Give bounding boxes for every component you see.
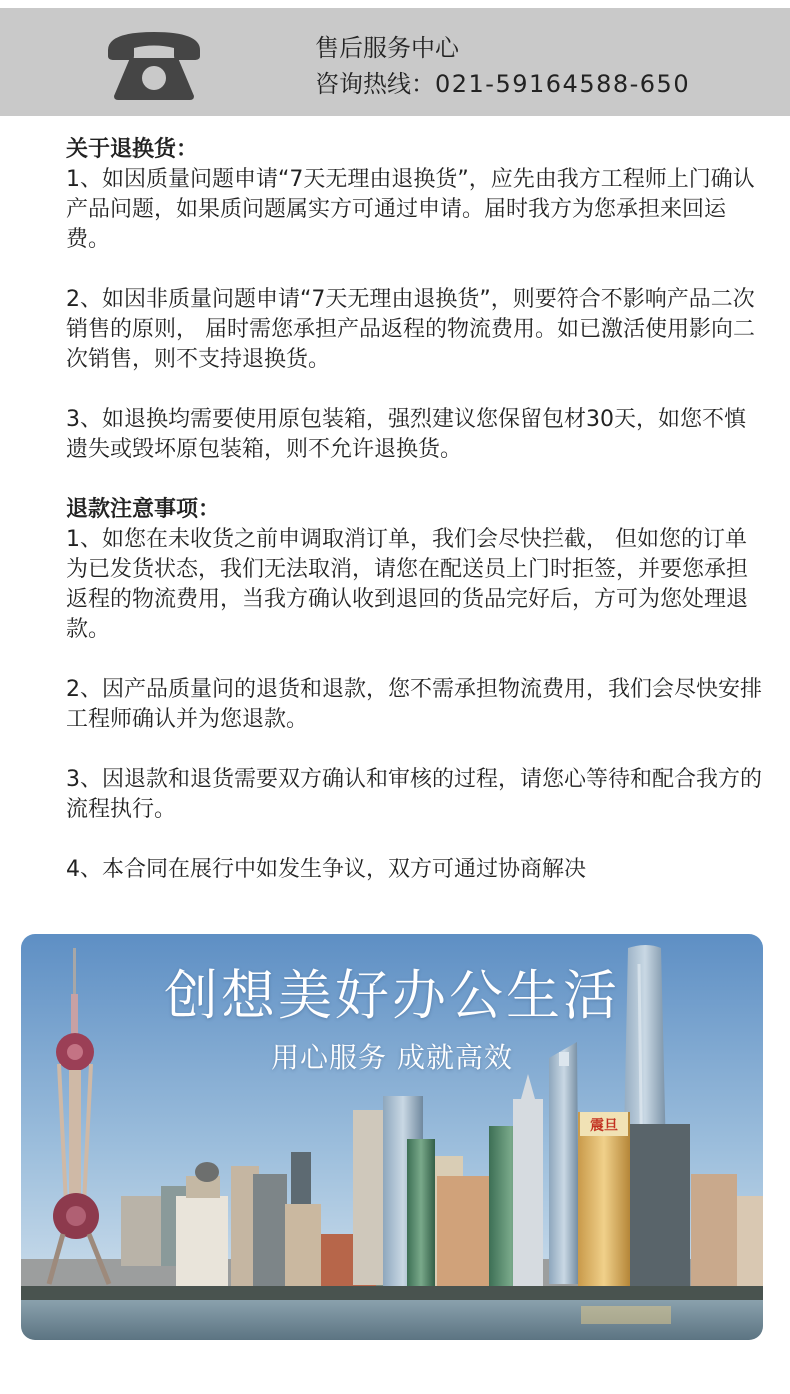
aurora-building-sign: 震旦	[590, 1118, 618, 1134]
refund-item: 3、因退款和退货需要双方确认和审核的过程，请您心等待和配合我方的流程执行。	[66, 767, 762, 822]
skyline-banner	[21, 934, 763, 1340]
hotline-label: 咨询热线：	[315, 70, 435, 98]
banner-slogan: 创想美好办公生活	[164, 964, 620, 1027]
refund-item: 2、因产品质量问的退货和退款，您不需承担物流费用，我们会尽快安排工程师确认并为您退款。	[66, 677, 762, 732]
refund-item: 1、如您在未收货之前申调取消订单，我们会尽快拦截， 但如您的订单为已发货状态，我们无法取消，请您在配送员上门时拒签，并要您承担返程的物流费用，当我方确认收到退回的货品完好后，方可为您处理退款。	[66, 527, 749, 642]
banner-subslogan: 用心服务 成就高效	[271, 1041, 513, 1074]
telephone-icon	[104, 28, 204, 100]
refund-title: 退款注意事项：	[66, 497, 221, 522]
returns-item: 1、如因质量问题申请“7天无理由退换货”，应先由我方工程师上门确认产品问题，如果质问题属实方可通过申请。届时我方为您承担来回运费。	[66, 167, 755, 252]
service-header	[0, 8, 790, 116]
hotline-number[interactable]: 021-59164588-650	[435, 70, 691, 98]
returns-item: 3、如退换均需要使用原包装箱，强烈建议您保留包材30天，如您不慎遗失或毁坏原包装箱，则不允许退换货。	[66, 407, 746, 462]
returns-title: 关于退换货：	[66, 137, 199, 162]
returns-section	[66, 135, 766, 465]
refund-section	[66, 495, 766, 885]
returns-item: 2、如因非质量问题申请“7天无理由退换货”，则要符合不影响产品二次销售的原则， 届时需您承担产品返程的物流费用。如已激活使用影向二次销售，则不支持退换货。	[66, 287, 755, 372]
service-center-title: 售后服务中心	[315, 34, 459, 62]
refund-item: 4、本合同在展行中如发生争议，双方可通过协商解决	[66, 857, 586, 882]
policy-content	[66, 135, 766, 915]
